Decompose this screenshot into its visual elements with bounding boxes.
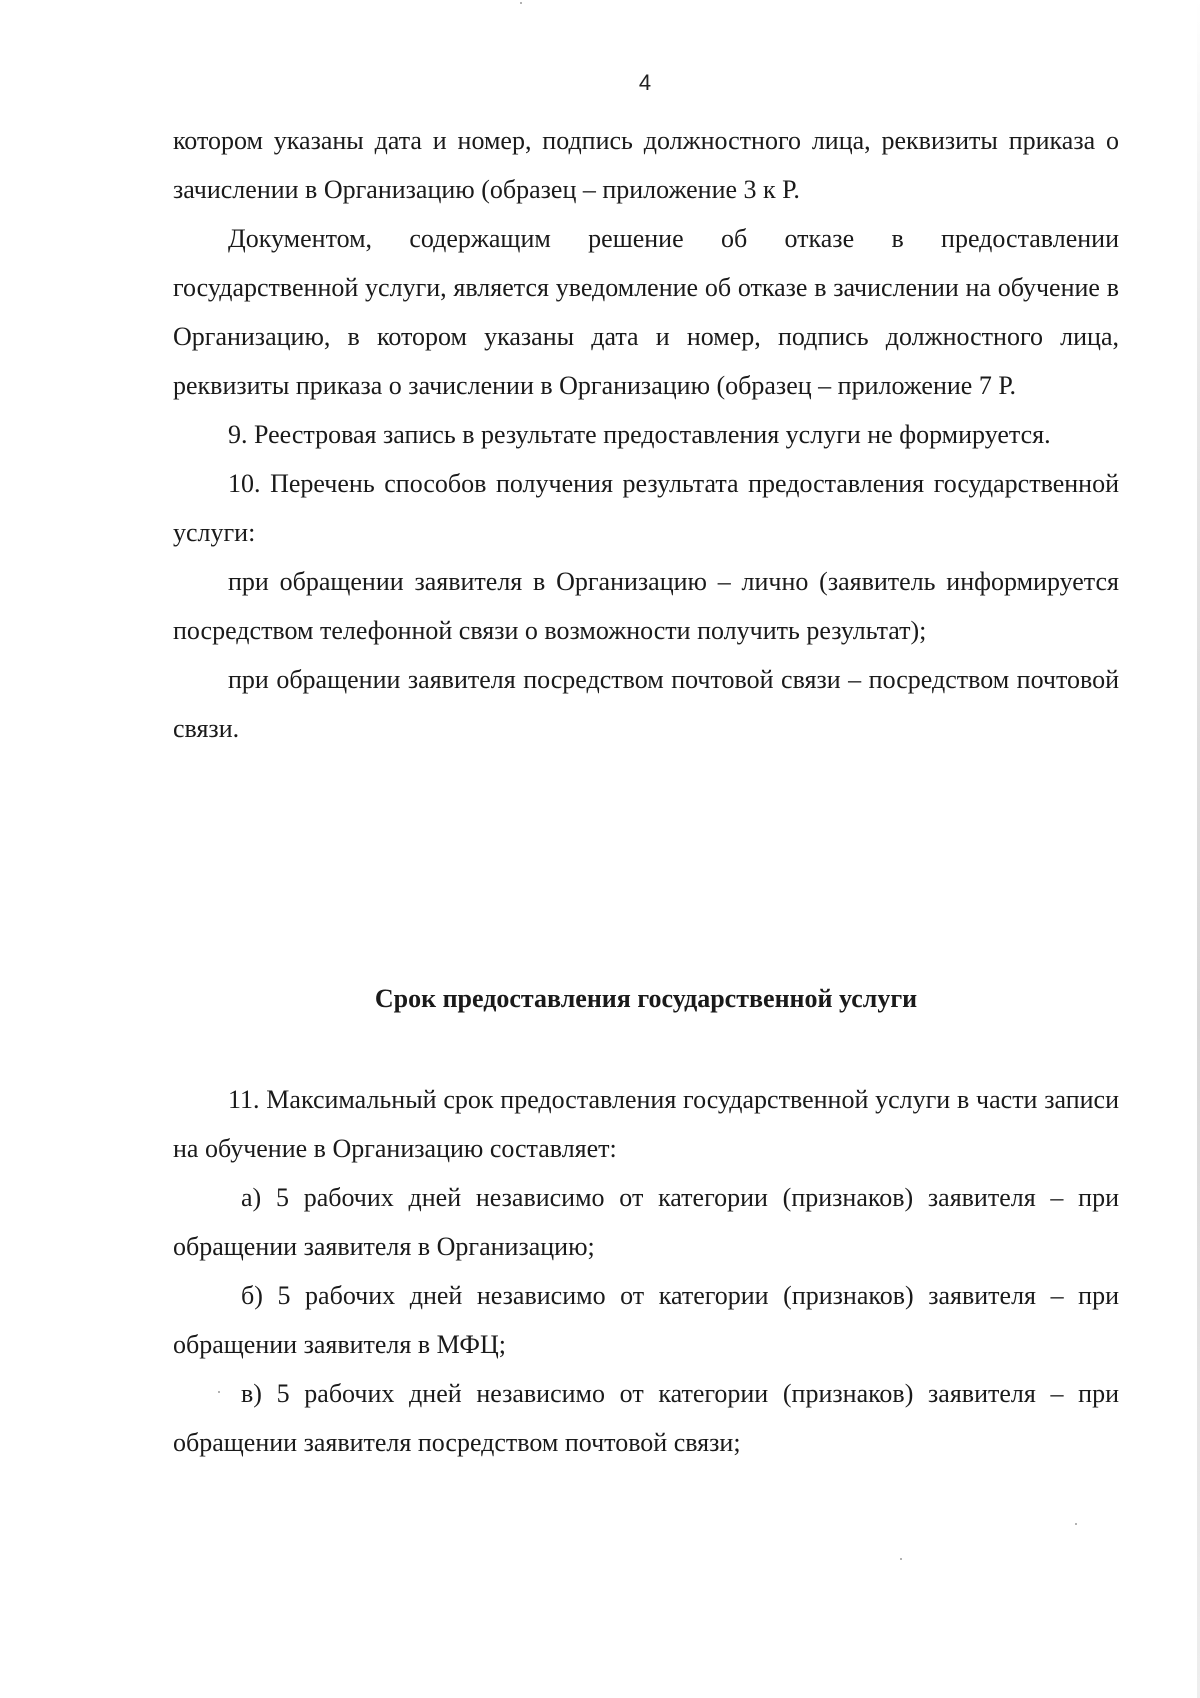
paragraph-item-11: 11. Максимальный срок предоставления государственной услуги в части записи на обучение в Организацию составляет:: [173, 1085, 1119, 1163]
paragraph-in-person: при обращении заявителя в Организацию – лично (заявитель информируется посредством телефонной связи о возможности получить результат);: [173, 567, 1119, 645]
paragraph-continuation: котором указаны дата и номер, подпись должностного лица, реквизиты приказа о зачислении в Организацию (образец – приложение 3 к Р.: [173, 126, 1119, 204]
body-text: [173, 116, 1119, 753]
section-heading: Срок предоставления государственной услуги: [374, 984, 918, 1013]
section-text: [173, 1075, 1119, 1467]
paragraph-refusal-document: Документом, содержащим решение об отказе в предоставлении государственной услуги, является уведомление об отказе в зачислении на обучение в Организацию, в котором указаны дата и номер, подпись должностного лица, реквизиты приказа о зачислении в Организацию (образец – приложение 7 Р.: [173, 224, 1119, 400]
scan-speck: [218, 1391, 220, 1393]
list-item-b: б) 5 рабочих дней независимо от категории (признаков) заявителя – при обращении заявителя в МФЦ;: [173, 1281, 1119, 1359]
page-number: 4: [638, 70, 652, 95]
list-item-a: а) 5 рабочих дней независимо от категории (признаков) заявителя – при обращении заявителя в Организацию;: [173, 1183, 1119, 1261]
list-item-c: в) 5 рабочих дней независимо от категории (признаков) заявителя – при обращении заявителя посредством почтовой связи;: [173, 1379, 1119, 1457]
paragraph-item-10: 10. Перечень способов получения результата предоставления государственной услуги:: [173, 469, 1119, 547]
scan-speck: [1075, 1523, 1077, 1525]
scan-speck: [900, 1558, 902, 1560]
paragraph-by-mail: при обращении заявителя посредством почтовой связи – посредством почтовой связи.: [173, 665, 1119, 743]
paragraph-item-9: 9. Реестровая запись в результате предоставления услуги не формируется.: [228, 420, 1051, 449]
scan-speck: [520, 2, 522, 4]
